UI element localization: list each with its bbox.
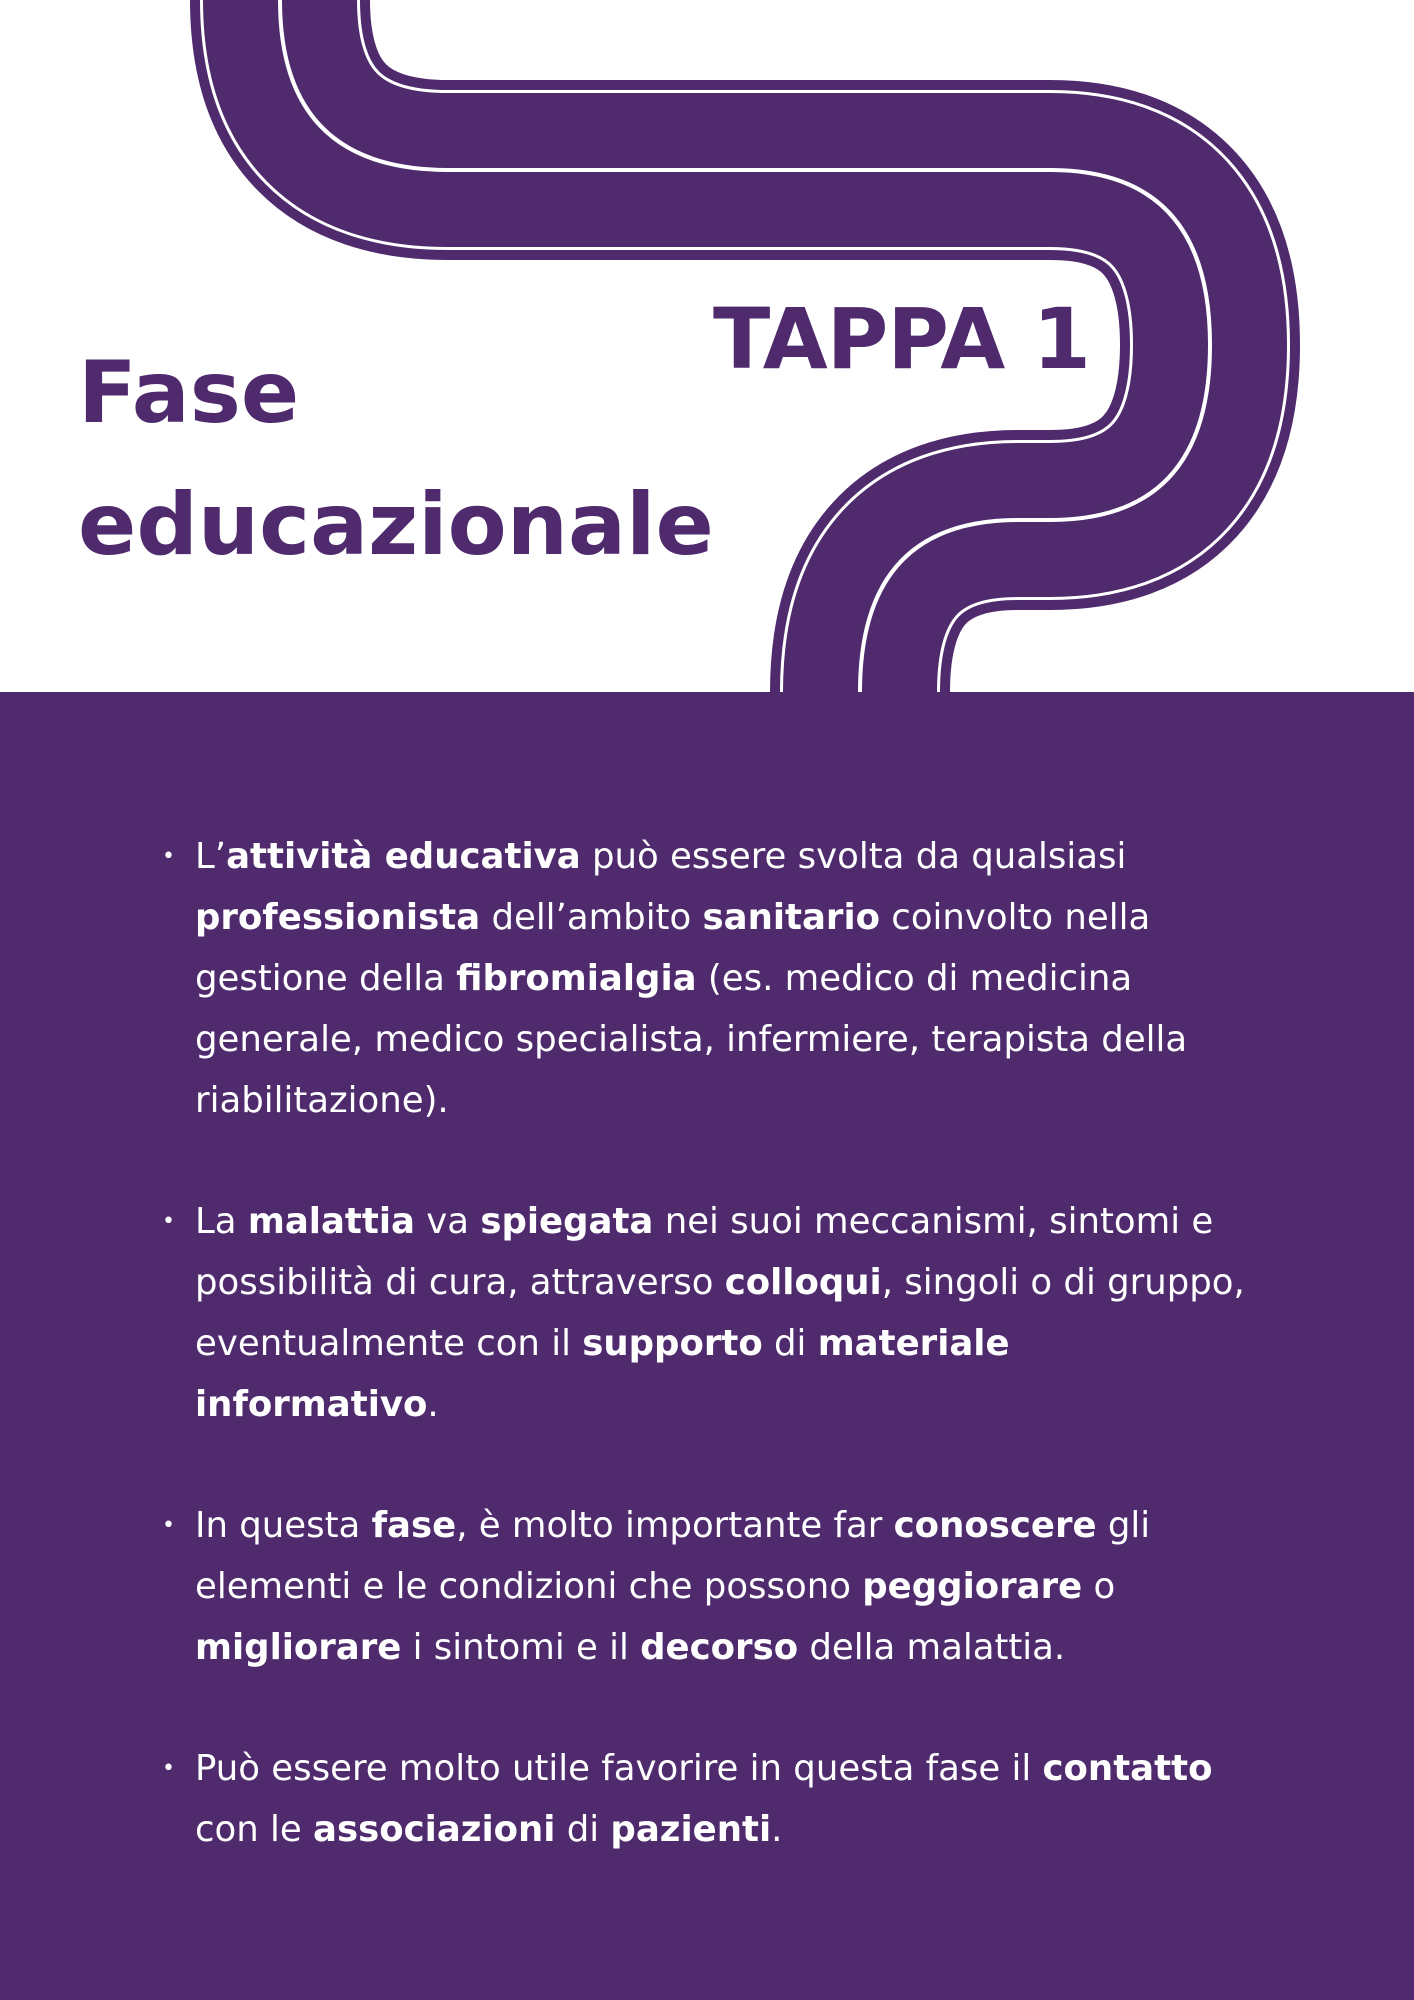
bullet-text: può essere svolta da qualsiasi	[580, 836, 1127, 877]
bullet-text: L’	[195, 836, 227, 877]
bullet-text: (es. medico di medicina generale, medico specialista, infermiere, terapista della riabilitazione).	[195, 958, 1188, 1121]
bullet-text: .	[427, 1384, 439, 1425]
bullet-text-bold: sanitario	[702, 897, 881, 938]
bullet-item	[160, 1191, 1260, 1435]
page-title-line1: Fase	[78, 343, 300, 443]
bullet-text: coinvolto nella gestione della	[195, 897, 1151, 999]
bullet-text-bold: attività educativa	[226, 836, 581, 877]
bullet-text-bold: fase	[371, 1505, 457, 1546]
bullet-text: La	[195, 1201, 248, 1242]
bullet-text: o	[1082, 1566, 1116, 1607]
bullet-text: gli elementi e le condizioni che possono	[195, 1505, 1151, 1607]
bullet-item	[160, 1495, 1260, 1678]
bullet-text: i sintomi e il	[401, 1627, 641, 1668]
bullet-text-bold: malattia	[247, 1201, 415, 1242]
bullet-text-bold: contatto	[1042, 1748, 1213, 1789]
bullet-text: , è molto importante far	[456, 1505, 894, 1546]
bullet-item	[160, 826, 1260, 1131]
bullet-text-bold: peggiorare	[862, 1566, 1083, 1607]
bullet-text: va	[414, 1201, 481, 1242]
bullet-text: In questa	[195, 1505, 372, 1546]
bullet-text-bold: decorso	[640, 1627, 799, 1668]
bullet-text: di	[762, 1323, 818, 1364]
bullet-text-bold: fibromialgia	[456, 958, 697, 999]
bullet-text-bold: materiale informativo	[195, 1323, 1010, 1425]
bullet-text: .	[771, 1809, 783, 1850]
bullet-dot-icon: •	[162, 1513, 175, 1538]
bullet-dot-icon: •	[162, 1756, 175, 1781]
bullet-dot-icon: •	[162, 844, 175, 869]
bullet-text-bold: colloqui	[724, 1262, 882, 1303]
bullet-text-bold: associazioni	[313, 1809, 556, 1850]
page-title-line2: educazionale	[78, 475, 714, 575]
bullet-text: della malattia.	[798, 1627, 1066, 1668]
bullet-text: di	[555, 1809, 611, 1850]
bullet-text-bold: spiegata	[480, 1201, 654, 1242]
bullet-text-bold: migliorare	[195, 1627, 402, 1668]
bullet-dot-icon: •	[162, 1209, 175, 1234]
bullet-text-bold: professionista	[195, 897, 481, 938]
bullet-text-bold: supporto	[582, 1323, 763, 1364]
bullet-item	[160, 1738, 1260, 1860]
bullet-text: , singoli o di gruppo, eventualmente con il	[195, 1262, 1245, 1364]
bullet-text-bold: pazienti	[610, 1809, 772, 1850]
stage-label: TAPPA 1	[713, 290, 1090, 388]
content-panel	[0, 692, 1414, 2000]
bullet-text-bold: conoscere	[893, 1505, 1097, 1546]
bullet-text: dell’ambito	[480, 897, 703, 938]
bullet-text: Può essere molto utile favorire in questa fase il	[195, 1748, 1043, 1789]
bullet-text: nei suoi meccanismi, sintomi e possibilità di cura, attraverso	[195, 1201, 1214, 1303]
bullet-text: con le	[195, 1809, 314, 1850]
bullet-list	[160, 826, 1260, 1920]
